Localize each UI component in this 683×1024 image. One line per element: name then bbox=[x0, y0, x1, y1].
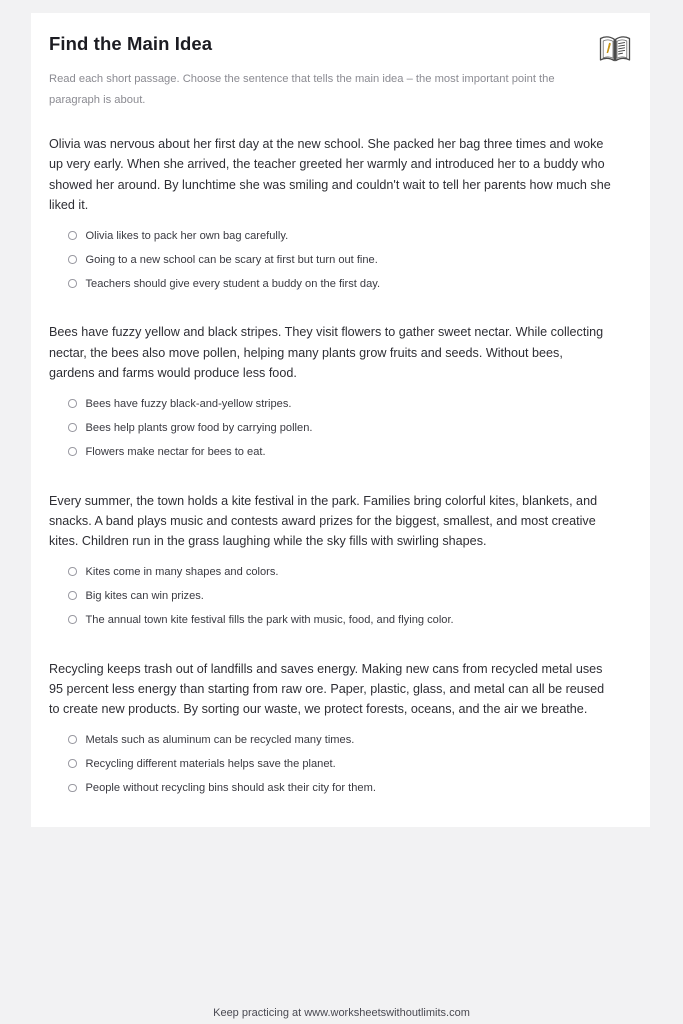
passage-block bbox=[49, 322, 632, 460]
option-item[interactable] bbox=[49, 732, 632, 749]
option-item[interactable] bbox=[49, 444, 632, 461]
option-label: People without recycling bins should ask their city for them. bbox=[85, 782, 376, 795]
passage-text: Recycling keeps trash out of landfills and saves energy. Making new cans from recycled metal uses 95 percent less energy than starting from raw ore. Paper, plastic, glass, and metal can all be reused to create new products. By sorting our waste, we protect forests, oceans, and the air we breathe. bbox=[49, 661, 605, 717]
option-item[interactable] bbox=[49, 756, 632, 773]
option-label: Olivia likes to pack her own bag carefully. bbox=[85, 229, 289, 242]
passage-block bbox=[49, 659, 632, 797]
option-label: Bees help plants grow food by carrying pollen. bbox=[85, 421, 313, 434]
open-book-icon bbox=[598, 34, 632, 64]
option-item[interactable] bbox=[49, 252, 632, 269]
option-item[interactable] bbox=[49, 228, 632, 245]
radio-circle-icon[interactable] bbox=[68, 735, 77, 744]
option-list bbox=[49, 732, 632, 797]
passage-text: Bees have fuzzy yellow and black stripes. They visit flowers to gather sweet nectar. While collecting nectar, the bees also move pollen, helping many plants grow fruits and seeds. Without bees, gardens and farms would produce less food. bbox=[49, 325, 604, 381]
option-label: Flowers make nectar for bees to eat. bbox=[85, 445, 266, 458]
radio-circle-icon[interactable] bbox=[68, 567, 77, 576]
footer-text: Keep practicing at www.worksheetswithoutlimits.com bbox=[213, 1007, 470, 1019]
radio-circle-icon[interactable] bbox=[68, 279, 77, 288]
option-label: Kites come in many shapes and colors. bbox=[85, 565, 279, 578]
option-label: Teachers should give every student a buddy on the first day. bbox=[85, 277, 381, 290]
radio-circle-icon[interactable] bbox=[68, 255, 77, 264]
option-item[interactable] bbox=[49, 396, 632, 413]
radio-circle-icon[interactable] bbox=[68, 615, 77, 624]
option-item[interactable] bbox=[49, 276, 632, 293]
passage-list bbox=[49, 134, 632, 797]
radio-circle-icon[interactable] bbox=[68, 423, 77, 432]
option-item[interactable] bbox=[49, 612, 632, 629]
radio-circle-icon[interactable] bbox=[68, 591, 77, 600]
radio-circle-icon[interactable] bbox=[68, 447, 77, 456]
option-list bbox=[49, 228, 632, 293]
instructions-text: Read each short passage. Choose the sentence that tells the main idea – the most important point the paragraph is about. bbox=[49, 73, 555, 106]
option-label: Going to a new school can be scary at first but turn out fine. bbox=[85, 253, 378, 266]
radio-circle-icon[interactable] bbox=[68, 759, 77, 768]
radio-circle-icon[interactable] bbox=[68, 231, 77, 240]
page-title: Find the Main Idea bbox=[49, 33, 213, 54]
option-label: Bees have fuzzy black-and-yellow stripes. bbox=[85, 397, 292, 410]
passage-block bbox=[49, 134, 632, 292]
worksheet-sheet bbox=[31, 13, 650, 827]
worksheet-header bbox=[49, 33, 632, 110]
option-label: Recycling different materials helps save the planet. bbox=[85, 757, 336, 770]
option-item[interactable] bbox=[49, 420, 632, 437]
option-item[interactable] bbox=[49, 780, 632, 797]
passage-block bbox=[49, 491, 632, 629]
option-item[interactable] bbox=[49, 564, 632, 581]
option-label: The annual town kite festival fills the park with music, food, and flying color. bbox=[85, 613, 454, 626]
option-item[interactable] bbox=[49, 588, 632, 605]
option-label: Big kites can win prizes. bbox=[85, 589, 204, 602]
radio-circle-icon[interactable] bbox=[68, 784, 77, 793]
radio-circle-icon[interactable] bbox=[68, 399, 77, 408]
option-label: Metals such as aluminum can be recycled many times. bbox=[85, 733, 355, 746]
option-list bbox=[49, 564, 632, 629]
passage-text: Every summer, the town holds a kite festival in the park. Families bring colorful kites, blankets, and snacks. A band plays music and contests award prizes for the biggest, smallest, and most creative kites. Children run in the grass laughing while the sky fills with swirling shapes. bbox=[49, 493, 598, 549]
option-list bbox=[49, 396, 632, 461]
passage-text: Olivia was nervous about her first day at the new school. She packed her bag three times and woke up very early. When she arrived, the teacher greeted her warmly and introduced her to a buddy who showed her around. By lunchtime she was smiling and couldn't wait to tell her parents how much she liked it. bbox=[49, 136, 611, 213]
